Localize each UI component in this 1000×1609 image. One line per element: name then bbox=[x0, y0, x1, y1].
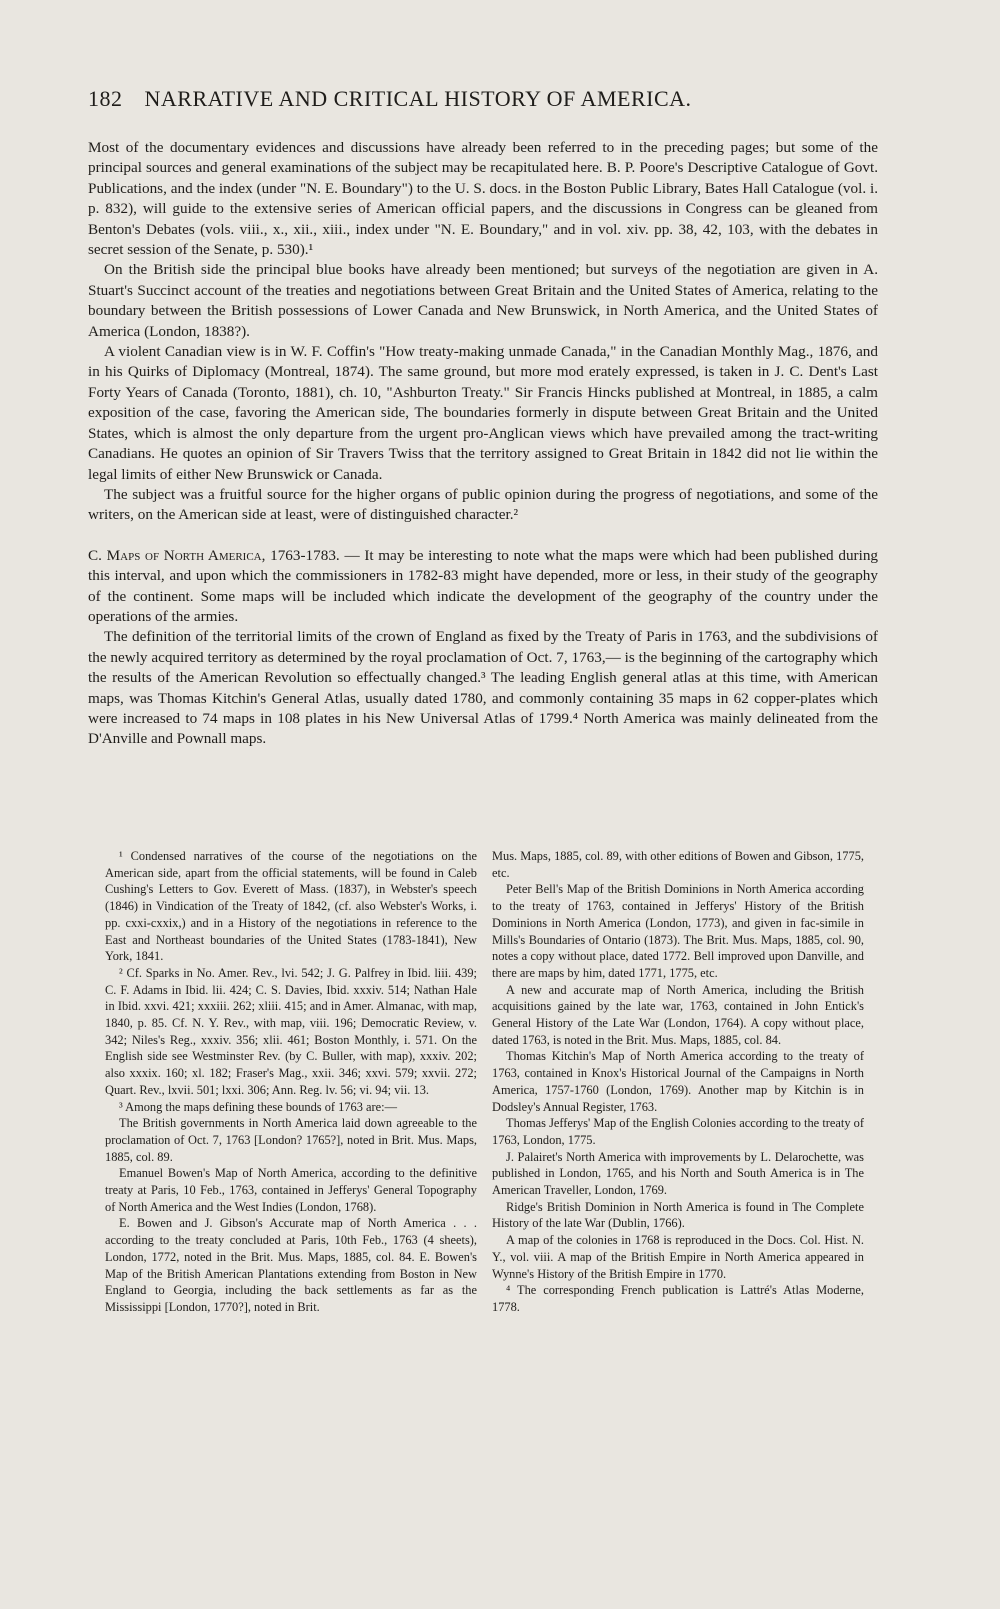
footnote-entry: Thomas Jefferys' Map of the English Colonies according to the treaty of 1763, London, 1775. bbox=[492, 1116, 864, 1147]
paragraph-territorial-limits: The definition of the territorial limits of the crown of England as fixed by the Treaty of Paris in 1763, and the subdivisions of the newly acquired territory as determined by the royal proclamation of Oct. 7, 1763,— is the beginning of the cartography which the results of the American Revolution so effectually changed.³ The leading English general atlas at this time, with American maps, was Thomas Kitchin's General Atlas, usually dated 1780, and commonly containing 35 maps in 62 copper-plates which were increased to 74 maps in 108 plates in his New Universal Atlas of 1799.⁴ North America was mainly delineated from the D'Anville and Pownall maps. bbox=[88, 628, 878, 748]
main-text bbox=[88, 138, 878, 750]
footnote-entry: Thomas Kitchin's Map of North America according to the treaty of 1763, contained in Knox's Historical Journal of the Campaigns in North America, 1757-1760 (London, 1769). Another map by Kitchin is in Dodsley's Annual Register, 1763. bbox=[492, 1049, 864, 1114]
footnote-2: ² Cf. Sparks in No. Amer. Rev., lvi. 542; J. G. Palfrey in Ibid. liii. 439; C. F. Adams in Ibid. lii. 424; C. S. Davies, Ibid. xxxiv. 514; Nathan Hale in Ibid. xxvi. 421; xxxiii. 262; xliii. 415; and in Amer. Almanac, with map, 1840, p. 85. Cf. N. Y. Rev., with map, viii. 196; Democratic Review, v. 342; Niles's Reg., xxxiv. 356; xlii. 461; Boston Monthly, i. 571. On the English side see Westminster Rev. (by C. Buller, with map), xxxiv. 202; also xxxix. 160; xl. 182; Fraser's Mag., xxii. 346; xxvi. 579; xxvii. 272; Quart. Rev., lxvii. 501; lxxi. 306; Ann. Reg. lv. 56; vi. 94; vii. 13. bbox=[105, 965, 477, 1097]
paragraph-british-side: On the British side the principal blue books have already been mentioned; but surveys of the negotiation are given in A. Stuart's Succinct account of the treaties and negotiations between Great Britain and the United States of America, relating to the boundary between the British possessions of Lower Canada and New Brunswick, in North America, and the United States of America (London, 1838?). bbox=[88, 261, 878, 340]
footnote-entry: A map of the colonies in 1768 is reproduced in the Docs. Col. Hist. N. Y., vol. viii. A map of the British Empire in North America appeared in Wynne's History of the British Empire in 1770. bbox=[492, 1233, 864, 1281]
footnote-entry: J. Palairet's North America with improvements by L. Delarochette, was published in London, 1765, and his North and South America is in The American Traveller, London, 1769. bbox=[492, 1149, 864, 1198]
paragraph-public-opinion: The subject was a fruitful source for the higher organs of public opinion during the progress of negotiations, and some of the writers, on the American side at least, were of distinguished character.² bbox=[88, 485, 878, 524]
footnote-4: ⁴ The corresponding French publication is Lattré's Atlas Moderne, 1778. bbox=[492, 1283, 864, 1314]
footnote-entry: E. Bowen and J. Gibson's Accurate map of North America . . . according to the treaty concluded at Paris, 10th Feb., 1763 (4 sheets), London, 1772, noted in the Brit. Mus. Maps, 1885, col. 84. E. Bowen's Map of the British American Plantations extending from Boston in New England to Georgia, including the back settlements as far as the Mississippi [London, 1770?], noted in Brit. bbox=[105, 1216, 477, 1314]
page-number: 182 bbox=[88, 86, 123, 111]
running-header bbox=[88, 86, 888, 112]
footnote-entry: The British governments in North America laid down agreeable to the proclamation of Oct. 7, 1763 [London? 1765?], noted in Brit. Mus. Maps, 1885, col. 89. bbox=[105, 1116, 477, 1164]
footnote-entry: Ridge's British Dominion in North America is found in The Complete History of the late War (Dublin, 1766). bbox=[492, 1199, 864, 1231]
paragraph-canadian-view: A violent Canadian view is in W. F. Coffin's "How treaty-making unmade Canada," in the Canadian Monthly Mag., 1876, and in his Quirks of Diplomacy (Montreal, 1874). The same ground, but more mod erately expressed, is taken in J. C. Dent's Last Forty Years of Canada (Toronto, 1881), ch. 10, "Ashburton Treaty." Sir Francis Hincks published at Montreal, in 1885, a calm exposition of the case, favoring the American side, The boundaries formerly in dispute between Great Britain and the United States, which is almost the only departure from the urgent pro-Anglican views which have prevailed among the tract-writing Canadians. He quotes an opinion of Sir Travers Twiss that the territory assigned to Great Britain in 1842 did not lie within the legal limits of either New Brunswick or Canada. bbox=[88, 343, 878, 483]
footnote-1: ¹ Condensed narratives of the course of the negotiations on the American side, apart from the official statements, will be found in Caleb Cushing's Letters to Gov. Everett of Mass. (1837), in Webster's speech (1846) in Vindication of the Treaty of 1842, (cf. also Webster's Works, i. pp. cxxi-cxxix,) and in a History of the negotiations in reference to the East and Northeast boundaries of the United States (1783-1841), New York, 1841. bbox=[105, 849, 477, 964]
footnote-3: ³ Among the maps defining these bounds of 1763 are:— bbox=[119, 1099, 397, 1114]
section-maps-paragraph bbox=[88, 546, 878, 628]
footnote-entry: Peter Bell's Map of the British Dominions in North America according to the treaty of 1763, contained in Jefferys' History of the British Dominions in North America (London, 1773), and given in fac-simile in Mills's Boundaries of Ontario (1873). The Brit. Mus. Maps, 1885, col. 90, notes a copy without place, dated 1772. Bell improved upon Danville, and there are maps by him, dated 1771, 1775, etc. bbox=[492, 882, 864, 980]
footnotes-left-column bbox=[105, 848, 477, 1316]
paragraph-sources: Most of the documentary evidences and discussions have already been referred to in the preceding pages; but some of the principal sources and general examinations of the subject may be recapitulated here. B. P. Poore's Descriptive Catalogue of Govt. Publications, and the index (under "N. E. Boundary") to the U. S. docs. in the Boston Public Library, Bates Hall Catalogue (vol. i. p. 832), will guide to the extensive series of American official papers, and the discussions in Congress can be gleaned from Benton's Debates (vols. viii., x., xii., xiii., index under "N. E. Boundary," and in vol. xiv. pp. 38, 42, 103, with the debates in secret session of the Senate, p. 530).¹ bbox=[88, 139, 878, 259]
section-intro-text: — It may be interesting to note what the maps were which had been published during this interval, and upon which the commissioners in 1782-83 might have depended, more or less, in their study of the geography of the continent. Some maps will be included which indicate the development of the geography of the country under the operations of the armies. bbox=[88, 546, 879, 625]
footnote-entry: Emanuel Bowen's Map of North America, according to the definitive treaty at Paris, 10 Feb., 1763, contained in Jefferys' General Topography of North America and the West Indies (London, 1768). bbox=[105, 1166, 477, 1214]
running-title: NARRATIVE AND CRITICAL HISTORY OF AMERICA. bbox=[144, 86, 692, 111]
footnote-continuation: Mus. Maps, 1885, col. 89, with other editions of Bowen and Gibson, 1775, etc. bbox=[492, 849, 864, 880]
footnotes-right-column bbox=[492, 848, 864, 1316]
section-heading: C. Maps of North America, 1763-1783. bbox=[88, 546, 340, 564]
footnote-entry: A new and accurate map of North America, including the British acquisitions gained by the late war, 1763, contained in John Entick's General History of the Late War (London, 1764). A copy without place, dated 1763, is noted in the Brit. Mus. Maps, 1885, col. 84. bbox=[492, 982, 864, 1047]
